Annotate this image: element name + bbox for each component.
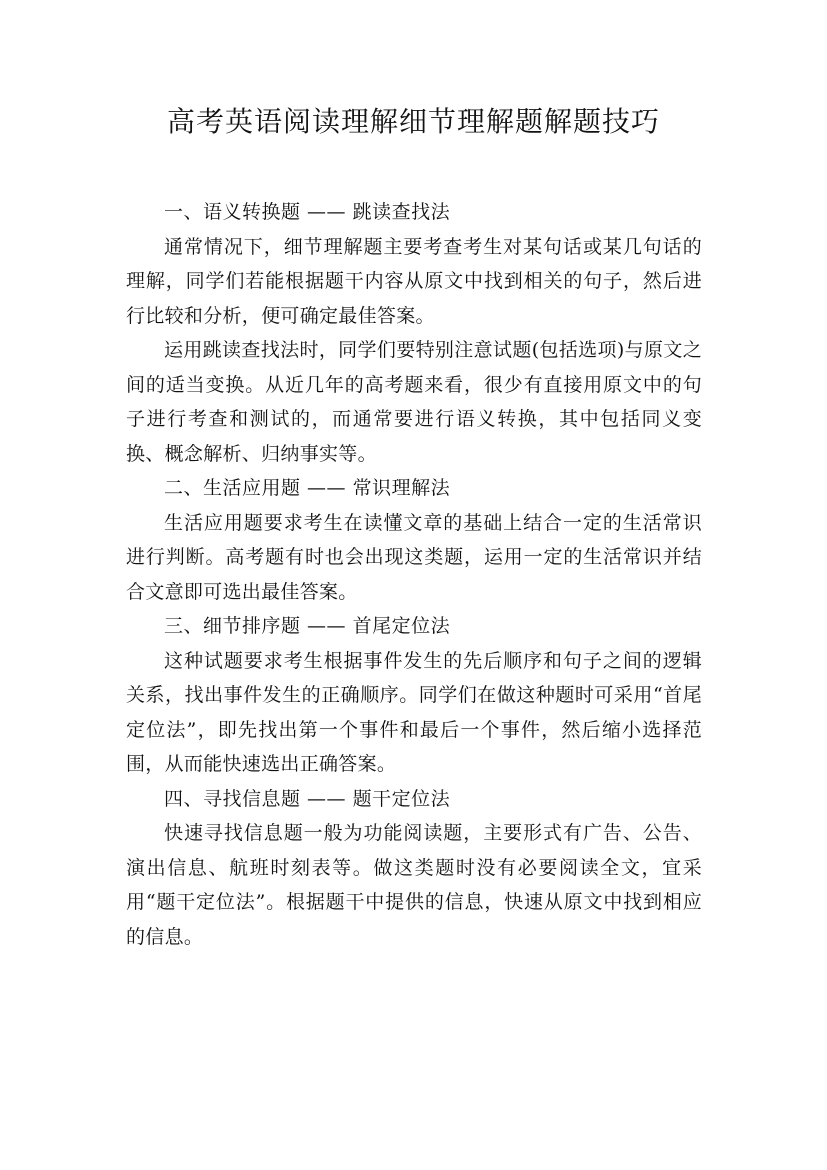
paragraph: 快速寻找信息题一般为功能阅读题，主要形式有广告、公告、演出信息、航班时刻表等。做这类题时没有必要阅读全文，宜采用“题干定位法”。根据题干中提供的信息，快速从原文中找到相应的信息。 bbox=[126, 822, 702, 948]
paragraph: 这种试题要求考生根据事件发生的先后顺序和句子之间的逻辑关系，找出事件发生的正确顺序。同学们在做这种题时可采用“首尾定位法”，即先找出第一个事件和最后一个事件，然后缩小选择范围，从而能快速选出正确答案。 bbox=[126, 649, 702, 775]
paragraph: 运用跳读查找法时，同学们要特别注意试题(包括选项)与原文之间的适当变换。从近几年的高考题来看，很少有直接用原文中的句子进行考查和测试的，而通常要进行语义转换，其中包括同义变换、概念解析、归纳事实等。 bbox=[126, 339, 702, 465]
section-heading-2: 二、生活应用题 —— 常识理解法 bbox=[164, 477, 451, 499]
section-heading-3: 三、细节排序题 —— 首尾定位法 bbox=[164, 615, 451, 637]
section-heading-1: 一、语义转换题 —— 跳读查找法 bbox=[164, 201, 451, 223]
document-body bbox=[126, 195, 702, 954]
document-title: 高考英语阅读理解细节理解题解题技巧 bbox=[166, 105, 660, 138]
paragraph: 生活应用题要求考生在读懂文章的基础上结合一定的生活常识进行判断。高考题有时也会出现这类题，运用一定的生活常识并结合文意即可选出最佳答案。 bbox=[126, 511, 702, 603]
section-heading-4: 四、寻找信息题 —— 题干定位法 bbox=[164, 787, 451, 810]
paragraph: 通常情况下，细节理解题主要考查考生对某句话或某几句话的理解，同学们若能根据题干内容从原文中找到相关的句子，然后进行比较和分析，便可确定最佳答案。 bbox=[126, 235, 702, 327]
